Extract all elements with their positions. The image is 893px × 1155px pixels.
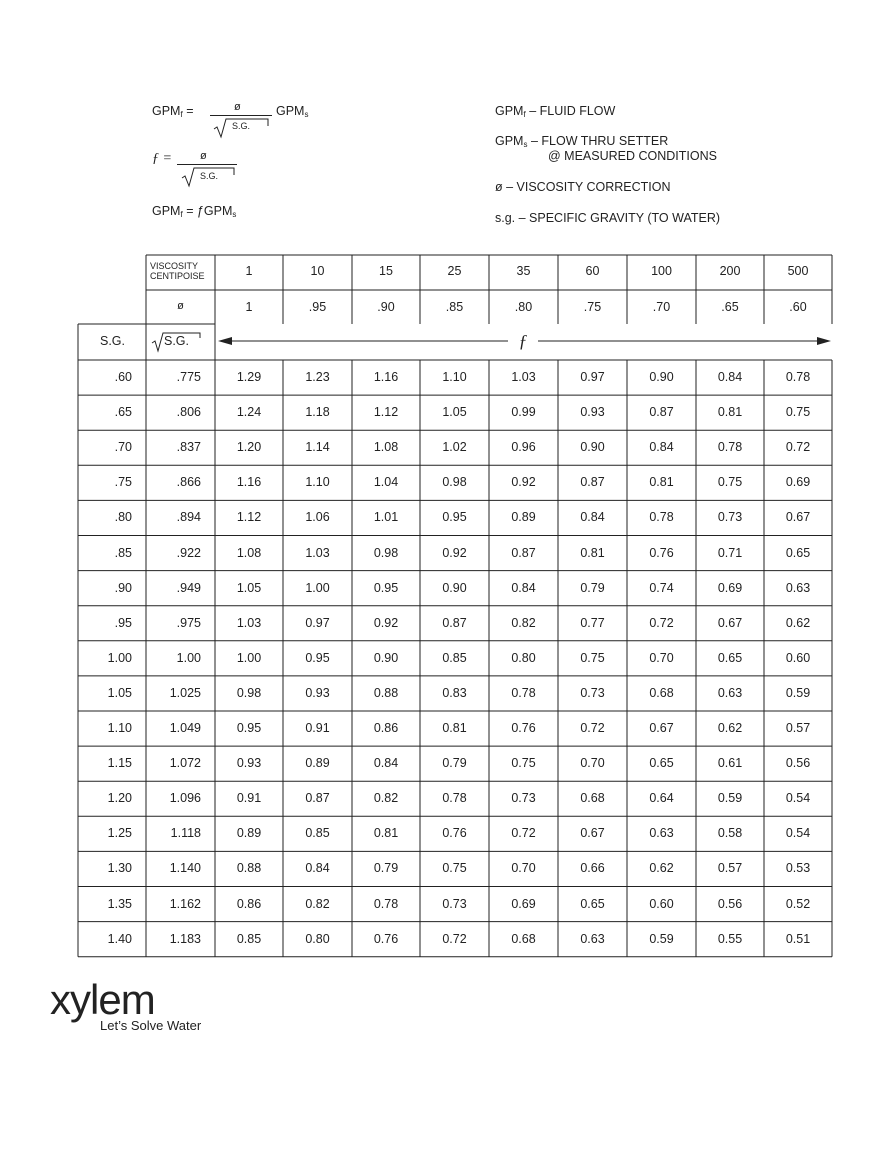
formula-2-lhs: ƒ = bbox=[152, 151, 172, 166]
f-value: 0.86 bbox=[236, 896, 262, 911]
f-value: 0.86 bbox=[373, 721, 399, 735]
viscosity-centipoise-label: VISCOSITY CENTIPOISE bbox=[150, 261, 205, 281]
viscosity-value: 15 bbox=[379, 264, 393, 278]
f-value: 1.12 bbox=[373, 405, 399, 420]
f-value: 0.59 bbox=[649, 931, 674, 946]
formula-3: $GPM_f$ = ƒGPM$_s$ bbox=[152, 204, 237, 219]
sqrt-sg-value: .949 bbox=[176, 580, 201, 595]
f-value: 0.78 bbox=[649, 510, 674, 525]
f-value: 1.03 bbox=[305, 545, 330, 560]
f-value: 0.51 bbox=[785, 931, 811, 946]
f-value: 0.75 bbox=[580, 650, 605, 665]
sqrt-sg-value: .975 bbox=[176, 615, 201, 630]
f-value: 0.68 bbox=[511, 931, 536, 946]
f-value: 0.78 bbox=[442, 791, 467, 806]
f-value: 0.66 bbox=[580, 861, 605, 876]
f-value: 0.57 bbox=[717, 861, 743, 876]
f-value: 0.73 bbox=[511, 791, 536, 806]
sqrt-sg-value: .922 bbox=[176, 545, 201, 560]
phi-value: .95 bbox=[308, 300, 327, 314]
f-value: 0.63 bbox=[717, 685, 743, 700]
sqrt-sg-value: 1.183 bbox=[169, 931, 201, 946]
phi-value: .60 bbox=[789, 300, 807, 314]
formula-1-lhs: $GPM_f$ = bbox=[152, 104, 194, 119]
f-value: 0.92 bbox=[442, 545, 467, 560]
f-value: 0.75 bbox=[511, 756, 536, 771]
f-value: 0.90 bbox=[580, 440, 605, 455]
sg-value: 1.35 bbox=[107, 896, 132, 911]
f-value: 0.60 bbox=[785, 650, 811, 665]
f-value: 0.78 bbox=[785, 370, 811, 384]
f-value: 0.75 bbox=[442, 861, 467, 876]
sg-value: .60 bbox=[114, 370, 132, 384]
f-value: 0.96 bbox=[511, 440, 536, 455]
f-value: 0.68 bbox=[649, 685, 674, 700]
f-value: 0.77 bbox=[580, 615, 605, 630]
f-value: 0.80 bbox=[305, 931, 330, 946]
sg-value: 1.15 bbox=[107, 756, 132, 771]
f-value: 0.68 bbox=[580, 791, 605, 806]
f-value: 1.08 bbox=[236, 545, 262, 560]
sg-header: S.G. bbox=[99, 334, 125, 348]
sqrt-sg-value: 1.118 bbox=[170, 826, 201, 841]
f-value: 0.65 bbox=[717, 650, 743, 665]
f-value: 0.62 bbox=[717, 721, 743, 735]
f-value: 0.88 bbox=[236, 861, 262, 876]
f-value: 1.03 bbox=[511, 370, 536, 384]
f-value: 0.62 bbox=[649, 861, 674, 876]
f-value: 0.80 bbox=[511, 650, 536, 665]
formula-1-rhs: $GPM_s$ bbox=[276, 104, 309, 119]
legend-fluid-flow: $GPM_f$ – FLUID FLOW bbox=[495, 104, 616, 119]
f-value: 0.52 bbox=[785, 896, 811, 911]
f-value: 0.72 bbox=[785, 440, 811, 455]
f-value: 0.63 bbox=[649, 826, 674, 841]
f-value: 0.95 bbox=[442, 510, 467, 525]
f-value: 0.61 bbox=[717, 756, 743, 771]
sg-value: 1.00 bbox=[107, 650, 132, 665]
f-value: 0.90 bbox=[649, 370, 674, 384]
f-value: 0.59 bbox=[717, 791, 743, 806]
sg-value: .85 bbox=[114, 545, 132, 560]
phi-value: .70 bbox=[652, 300, 671, 314]
viscosity-value: 200 bbox=[719, 264, 741, 278]
f-value: 0.84 bbox=[511, 580, 536, 595]
sqrt-sg-value: 1.140 bbox=[169, 861, 201, 876]
f-value: 0.97 bbox=[305, 615, 330, 630]
f-value: 0.93 bbox=[305, 685, 330, 700]
f-value: 0.84 bbox=[717, 370, 743, 384]
sg-value: 1.05 bbox=[107, 685, 132, 700]
viscosity-value: 25 bbox=[447, 264, 462, 278]
f-value: 0.82 bbox=[511, 615, 536, 630]
f-value: 0.73 bbox=[442, 896, 467, 911]
f-value: 0.78 bbox=[717, 440, 743, 455]
logo-tagline: Let’s Solve Water bbox=[100, 1018, 202, 1033]
f-value: 0.89 bbox=[511, 510, 536, 525]
viscosity-value: 500 bbox=[787, 264, 809, 278]
f-value: 1.06 bbox=[305, 510, 330, 525]
f-value: 0.84 bbox=[373, 756, 399, 771]
f-value: 0.76 bbox=[442, 826, 467, 841]
sqrt-sg-value: 1.049 bbox=[169, 721, 201, 735]
f-value: 0.75 bbox=[717, 475, 743, 490]
f-value: 0.69 bbox=[717, 580, 743, 595]
xylem-logo bbox=[50, 976, 202, 1033]
f-value: 0.93 bbox=[236, 756, 262, 771]
f-value: 0.63 bbox=[785, 580, 811, 595]
sqrt-sg-value: .894 bbox=[176, 510, 201, 525]
f-value: 0.76 bbox=[649, 545, 674, 560]
sqrt-sg-value: 1.00 bbox=[176, 650, 201, 665]
formula-2-numerator: ø bbox=[200, 150, 207, 162]
sg-value: 1.25 bbox=[107, 826, 132, 841]
formula-1-numerator: ø bbox=[234, 101, 241, 113]
f-value: 0.72 bbox=[649, 615, 674, 630]
f-value: 0.72 bbox=[511, 826, 536, 841]
legend-flow-thru-setter: $GPM_s$ – FLOW THRU SETTER bbox=[495, 134, 669, 149]
f-value: 0.82 bbox=[373, 791, 399, 806]
sg-value: 1.10 bbox=[107, 721, 132, 735]
logo-wordmark: xylem bbox=[50, 976, 155, 1023]
f-value: 1.14 bbox=[305, 440, 330, 455]
f-value: 0.79 bbox=[442, 756, 467, 771]
f-value: 0.70 bbox=[511, 861, 536, 876]
f-value: 1.08 bbox=[373, 440, 399, 455]
f-value: 0.95 bbox=[236, 721, 262, 735]
f-value: 0.99 bbox=[511, 405, 536, 420]
f-value: 0.88 bbox=[373, 685, 399, 700]
f-value: 0.54 bbox=[785, 791, 811, 806]
f-value: 0.81 bbox=[442, 721, 467, 735]
f-value: 0.53 bbox=[785, 861, 811, 876]
f-value: 0.81 bbox=[373, 826, 399, 841]
sg-value: 1.30 bbox=[107, 861, 132, 876]
f-value: 0.69 bbox=[785, 475, 811, 490]
viscosity-value: 1 bbox=[245, 264, 253, 278]
f-value: 0.75 bbox=[785, 405, 811, 420]
f-value: 0.92 bbox=[373, 615, 399, 630]
f-value: 0.76 bbox=[373, 931, 399, 946]
sg-value: .65 bbox=[114, 405, 132, 420]
f-value: 1.12 bbox=[236, 510, 262, 525]
formula-2-denominator: S.G. bbox=[200, 171, 219, 181]
f-value: 0.70 bbox=[580, 756, 605, 771]
sg-value: .80 bbox=[114, 510, 132, 525]
f-value: 0.59 bbox=[785, 685, 811, 700]
f-value: 0.79 bbox=[373, 861, 399, 876]
f-value: 0.90 bbox=[442, 580, 467, 595]
f-value: 0.55 bbox=[717, 931, 743, 946]
legend-viscosity-correction: ø – VISCOSITY CORRECTION bbox=[495, 180, 671, 194]
f-value: 0.82 bbox=[305, 896, 330, 911]
f-value: 1.05 bbox=[442, 405, 467, 420]
sqrt-sg-value: 1.025 bbox=[169, 685, 201, 700]
f-value: 0.57 bbox=[785, 721, 811, 735]
f-value: 0.72 bbox=[580, 721, 605, 735]
f-value: 0.67 bbox=[785, 510, 811, 525]
f-value: 0.70 bbox=[649, 650, 674, 665]
f-value: 0.91 bbox=[305, 721, 330, 735]
f-value: 0.81 bbox=[717, 405, 743, 420]
f-value: 1.05 bbox=[236, 580, 262, 595]
f-value: 0.67 bbox=[580, 826, 605, 841]
f-value: 0.87 bbox=[511, 545, 536, 560]
f-value: 0.64 bbox=[649, 791, 674, 806]
f-value: 0.91 bbox=[236, 791, 262, 806]
phi-value: .65 bbox=[721, 300, 739, 314]
f-value: 0.78 bbox=[373, 896, 399, 911]
f-value: 0.87 bbox=[649, 405, 674, 420]
phi-value: .80 bbox=[514, 300, 533, 314]
viscosity-value: 35 bbox=[516, 264, 531, 278]
f-value: 1.16 bbox=[373, 370, 399, 384]
f-value: 0.65 bbox=[580, 896, 605, 911]
f-value: 1.03 bbox=[236, 615, 262, 630]
f-value: 0.84 bbox=[580, 510, 605, 525]
f-value: 0.67 bbox=[649, 721, 674, 735]
f-value: 0.84 bbox=[305, 861, 330, 876]
sg-value: 1.40 bbox=[107, 931, 132, 946]
f-value: 0.60 bbox=[649, 896, 674, 911]
f-value: 0.81 bbox=[649, 475, 674, 490]
sqrt-sg-value: .866 bbox=[176, 475, 201, 490]
f-value: 0.89 bbox=[305, 756, 330, 771]
f-value: 0.72 bbox=[442, 931, 467, 946]
f-value: 0.87 bbox=[580, 475, 605, 490]
f-value: 0.93 bbox=[580, 405, 605, 420]
f-value: 0.84 bbox=[649, 440, 674, 455]
f-value: 0.97 bbox=[580, 370, 605, 384]
f-value: 0.67 bbox=[717, 615, 743, 630]
f-value: 0.81 bbox=[580, 545, 605, 560]
f-value: 0.65 bbox=[785, 545, 811, 560]
phi-value: .75 bbox=[583, 300, 602, 314]
f-value: 1.00 bbox=[305, 580, 330, 595]
legend-specific-gravity: s.g. – SPECIFIC GRAVITY (TO WATER) bbox=[495, 211, 721, 225]
f-value: 1.18 bbox=[305, 405, 330, 420]
phi-value: .90 bbox=[377, 300, 395, 314]
f-value: 0.56 bbox=[717, 896, 743, 911]
sg-value: 1.20 bbox=[107, 791, 132, 806]
phi-label: ø bbox=[177, 300, 184, 312]
viscosity-value: 10 bbox=[310, 264, 325, 278]
viscosity-value: 60 bbox=[585, 264, 600, 278]
f-value: 0.58 bbox=[717, 826, 743, 841]
f-value: 0.78 bbox=[511, 685, 536, 700]
f-symbol: ƒ bbox=[518, 331, 528, 351]
legend-measured-conditions: @ MEASURED CONDITIONS bbox=[548, 149, 717, 163]
f-value: 0.98 bbox=[373, 545, 399, 560]
sqrt-sg-value: 1.096 bbox=[169, 791, 201, 806]
viscosity-value: 100 bbox=[651, 264, 672, 278]
f-value: 1.20 bbox=[236, 440, 262, 455]
f-value: 0.74 bbox=[649, 580, 674, 595]
f-value: 0.89 bbox=[236, 826, 262, 841]
f-value: 1.00 bbox=[236, 650, 262, 665]
f-value: 0.85 bbox=[236, 931, 262, 946]
f-value: 0.62 bbox=[785, 615, 811, 630]
phi-value: 1 bbox=[245, 300, 253, 314]
sqrt-sg-value: .806 bbox=[176, 405, 201, 420]
f-value: 1.24 bbox=[236, 405, 262, 420]
f-value: 0.98 bbox=[442, 475, 467, 490]
f-value: 1.02 bbox=[442, 440, 467, 455]
f-value: 0.83 bbox=[442, 685, 467, 700]
f-value: 0.95 bbox=[305, 650, 330, 665]
f-value: 1.23 bbox=[305, 370, 330, 384]
f-value: 0.79 bbox=[580, 580, 605, 595]
sqrt-sg-value: .837 bbox=[176, 440, 201, 455]
sg-value: .95 bbox=[114, 615, 132, 630]
f-value: 0.65 bbox=[649, 756, 674, 771]
f-value: 0.87 bbox=[305, 791, 330, 806]
f-value: 0.76 bbox=[511, 721, 536, 735]
f-value: 0.63 bbox=[580, 931, 605, 946]
f-value: 1.29 bbox=[236, 370, 262, 384]
f-value: 1.16 bbox=[236, 475, 262, 490]
f-value: 0.87 bbox=[442, 615, 467, 630]
f-value: 0.71 bbox=[717, 545, 743, 560]
f-value: 0.56 bbox=[785, 756, 811, 771]
sqrt-sg-value: 1.162 bbox=[169, 896, 201, 911]
f-value: 1.10 bbox=[305, 475, 330, 490]
sg-value: .75 bbox=[114, 475, 132, 490]
f-value: 0.73 bbox=[717, 510, 743, 525]
sg-value: .70 bbox=[114, 440, 132, 455]
f-value: 1.01 bbox=[373, 510, 399, 525]
formula-1-denominator: S.G. bbox=[232, 121, 251, 131]
f-value: 0.92 bbox=[511, 475, 536, 490]
f-value: 0.85 bbox=[305, 826, 330, 841]
f-value: 1.04 bbox=[373, 475, 399, 490]
f-value: 0.85 bbox=[442, 650, 467, 665]
f-value: 0.69 bbox=[511, 896, 536, 911]
f-value: 1.10 bbox=[442, 370, 467, 384]
phi-value: .85 bbox=[445, 300, 464, 314]
sqrt-sg-value: .775 bbox=[176, 370, 201, 384]
sg-value: .90 bbox=[114, 580, 132, 595]
f-value: 0.54 bbox=[785, 826, 811, 841]
f-value: 0.73 bbox=[580, 685, 605, 700]
f-value: 0.95 bbox=[373, 580, 399, 595]
sqrt-sg-value: 1.072 bbox=[169, 756, 201, 771]
f-value: 0.98 bbox=[236, 685, 262, 700]
f-value: 0.90 bbox=[373, 650, 399, 665]
sqrt-sg-header: S.G. bbox=[164, 334, 190, 348]
